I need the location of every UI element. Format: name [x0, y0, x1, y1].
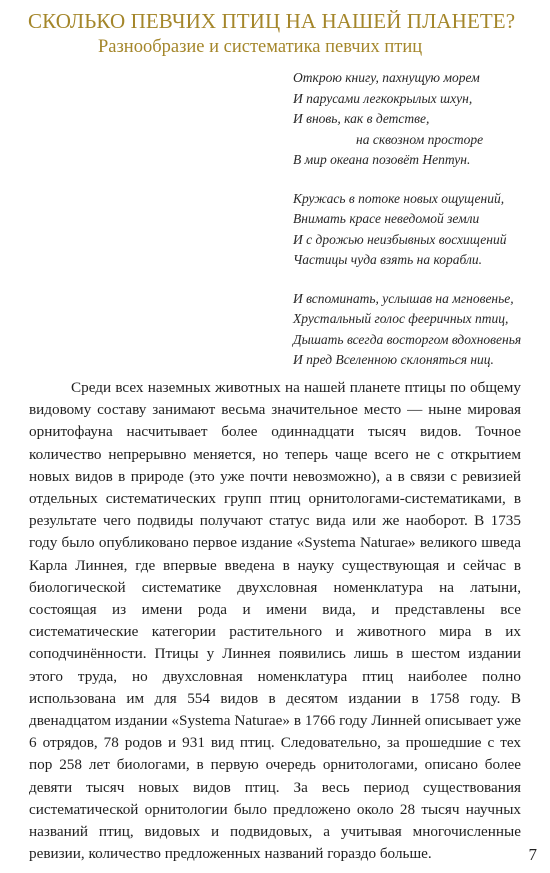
epigraph-poem	[293, 68, 543, 371]
poem-line: И с дрожью неизбывных восхищений	[293, 231, 507, 247]
poem-line: Открою книгу, пахнущую морем	[293, 70, 480, 85]
poem-line: Кружась в потоке новых ощущений,	[293, 190, 505, 206]
poem-stanza	[293, 189, 543, 271]
poem-line: на сквозном просторе	[356, 131, 484, 147]
chapter-subtitle: Разнообразие и систематика певчих птиц	[98, 37, 423, 57]
poem-line: И вспоминать, услышав на мгновенье,	[293, 290, 514, 306]
poem-line: И вновь, как в детстве,	[293, 111, 430, 126]
poem-line: Хрустальный голос фееричных птиц,	[293, 311, 509, 326]
poem-line: Внимать красе неведомой земли	[293, 211, 480, 226]
poem-line: И пред Вселенною склоняться ниц.	[293, 352, 494, 367]
poem-line: Дышать всегда восторгом вдохновенья	[293, 331, 522, 347]
page-number: 7	[528, 845, 537, 864]
body-paragraph: Среди всех наземных животных на нашей планете птицы по общему видовому составу занимают весьма значительное место — ныне мировая орнитофауна насчитывает более одиннадцати тысяч видов. Точное количество непрерывно меняется, но теперь чаще всего не с открытием новых видов в природе (это уже почти невозможно), а в связи с ревизией отдельных систематических групп птиц орнитологами-систематиками, в результате чего подвиды получают статус вида или же наоборот. В 1735 году было опубликовано первое издание «Systema Naturae» великого шведа Карла Линнея, где впервые введена в науку существующая и сейчас в биологической систематике двухсловная номенклатура на латыни, состоящая из имени рода и имени вида, и представлены все систематические категории растительного и животного мира в их соподчинённости. Птицы у Линнея появились лишь в шестом издании этого труда, но двухсловная номенклатура птиц наиболее полно использована им для 554 видов в десятом издании в 1758 году. В двенадцатом издании «Systema Naturae» в 1766 году Линней описывает уже 6 отрядов, 78 родов и 931 вид птиц. Следовательно, за прошедшие с тех пор 258 лет биологами, в первую очередь орнитологами, описано более девяти тысяч новых видов птиц. За весь период существования систематической орнитологии было предложено около 28 тысяч научных названий птиц, видовых и подвидовых, а учитывая многочисленные ревизии, количество предложенных названий гораздо больше.	[29, 379, 521, 863]
poem-stanza	[293, 289, 543, 371]
poem-line: В мир океана позовёт Нептун.	[293, 152, 471, 167]
chapter-title: СКОЛЬКО ПЕВЧИХ ПТИЦ НА НАШЕЙ ПЛАНЕТЕ?	[28, 9, 516, 33]
poem-line: Частицы чуда взять на корабли.	[293, 252, 482, 267]
poem-stanza	[293, 68, 543, 171]
poem-line: И парусами легкокрылых шхун,	[293, 90, 473, 106]
